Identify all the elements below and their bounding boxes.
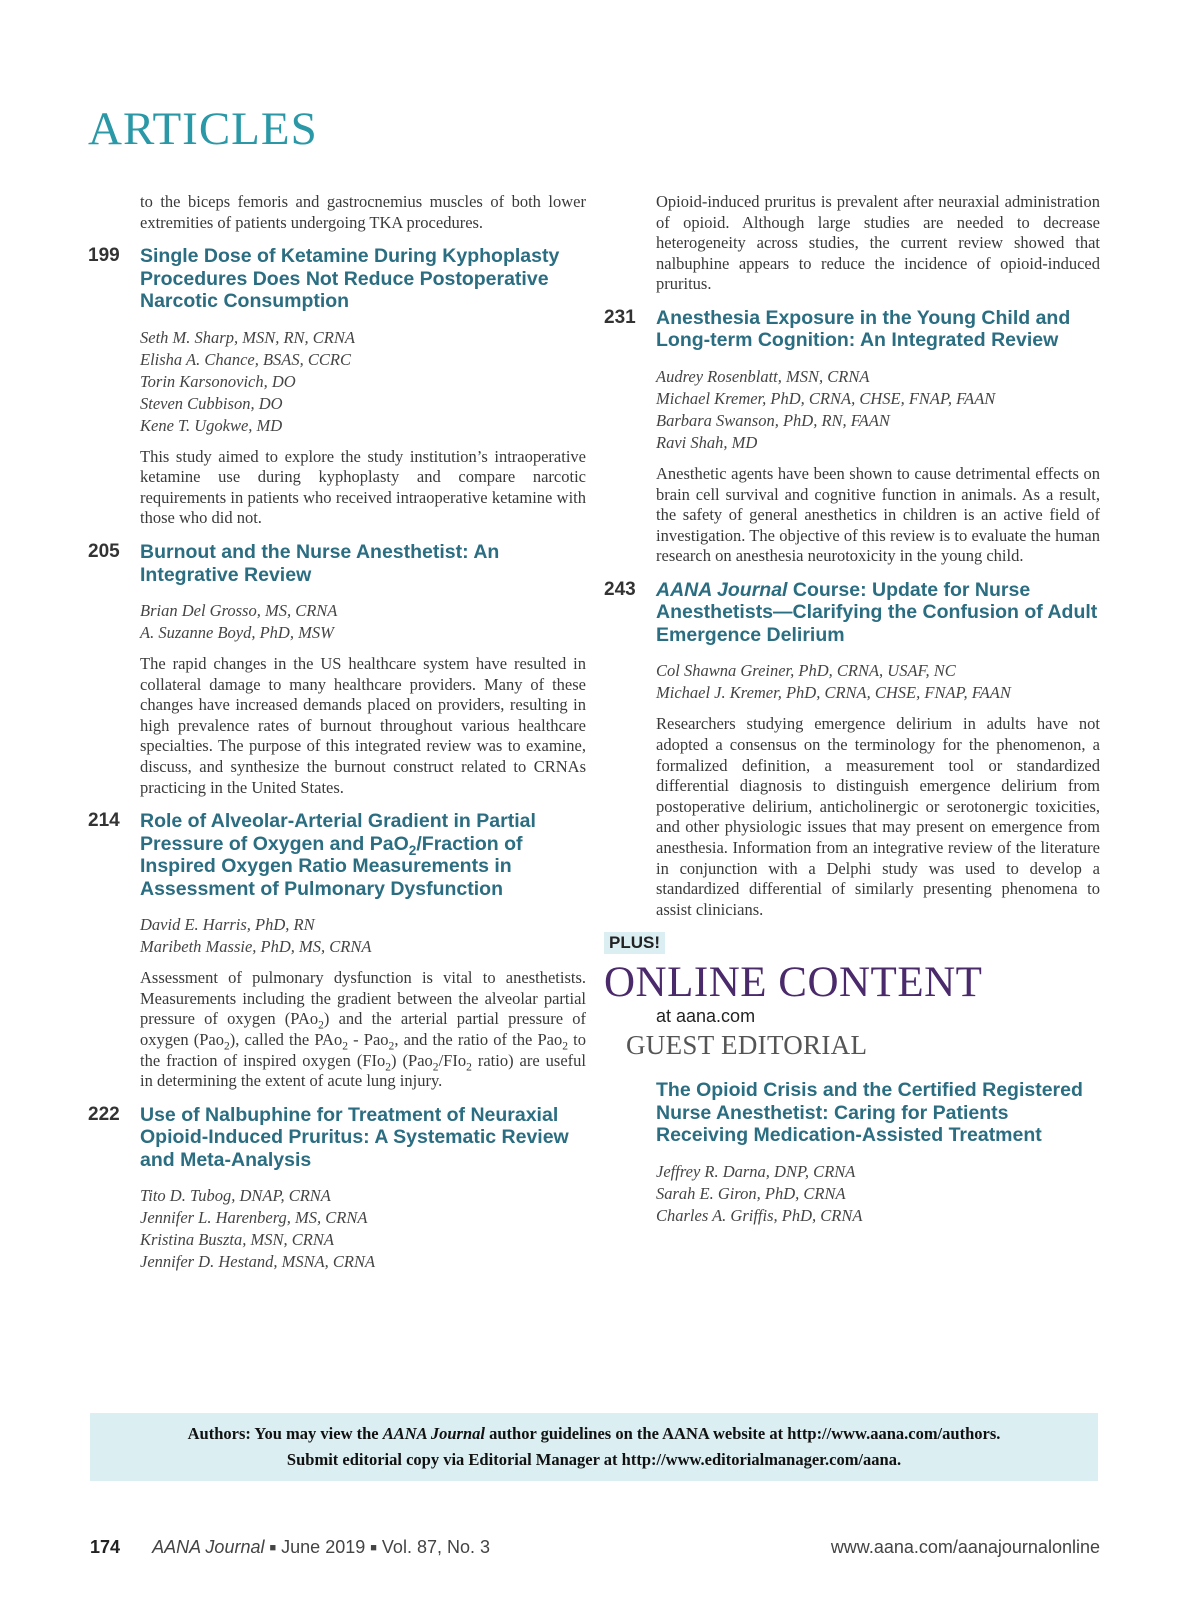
author-list — [604, 366, 1100, 454]
article-title[interactable] — [140, 810, 586, 900]
article-title[interactable]: The Opioid Crisis and the Certified Registered Nurse Anesthetist: Caring for Patients Receiving Medication-Assisted Treatment — [656, 1079, 1083, 1147]
author-list — [604, 660, 1100, 704]
title-part: /Fraction of Inspired Oxygen Ratio Measurements in Assessment of Pulmonary Dysfunction — [140, 832, 523, 900]
author: Seth M. Sharp, MSN, RN, CRNA — [140, 327, 355, 347]
journal-name: AANA Journal — [382, 1424, 485, 1443]
page-number: 174 — [90, 1537, 121, 1557]
article-214 — [88, 810, 586, 1092]
author: Jeffrey R. Darna, DNP, CRNA — [656, 1161, 856, 1181]
author: Torin Karsonovich, DO — [140, 371, 296, 391]
author: Sarah E. Giron, PhD, CRNA — [656, 1183, 846, 1203]
article-abstract: The rapid changes in the US healthcare system have resulted in collateral damage to many healthcare providers. Many of these changes have increased demands placed on providers, resulting in high prevalence rates of burnout throughout various healthcare specialties. The purpose of this integrated review was to examine, discuss, and synthesize the burnout construct related to CRNAs practicing in the United States. — [140, 654, 586, 797]
article-199 — [88, 245, 586, 529]
continued-abstract: Opioid-induced pruritus is prevalent after neuraxial administration of opioid. Although large studies are needed to decrease heterogeneity across studies, the current review showed that nalbuphine appears to reduce the incidence of opioid-induced pruritus. — [656, 192, 1100, 294]
subscript: 2 — [562, 1040, 568, 1053]
subscript: 2 — [385, 1060, 392, 1073]
section-title: ARTICLES — [88, 103, 318, 155]
author: Michael J. Kremer, PhD, CRNA, CHSE, FNAP, FAAN — [656, 683, 1011, 703]
author: Audrey Rosenblatt, MSN, CRNA — [656, 366, 870, 386]
title-part: Course: Update for Nurse Anesthetists—Clarifying the Confusion of Adult Emergence Delirium — [656, 578, 1098, 646]
author: Brian Del Grosso, MS, CRNA — [140, 601, 338, 621]
author-list — [88, 914, 586, 958]
article-title[interactable]: Anesthesia Exposure in the Young Child and Long-term Cognition: An Integrated Review — [656, 306, 1071, 352]
subscript: 2 — [223, 1040, 230, 1053]
text-part: ) and the arterial partial pressure of oxygen (Pao — [140, 1009, 586, 1049]
article-abstract: This study aimed to explore the study institution’s intraoperative ketamine use during kyphoplasty and compare narcotic requirements in patients who received intraoperative ketamine with those who did not. — [140, 446, 586, 528]
journal-website-link[interactable]: www.aana.com/aanajournalonline — [830, 1537, 1100, 1557]
author-list — [88, 1185, 586, 1273]
journal-name: AANA Journal — [656, 578, 788, 601]
text-part: to the fraction of inspired oxygen (FIo — [140, 1030, 586, 1070]
issue-date: June 2019 — [281, 1537, 366, 1557]
article-231 — [604, 307, 1100, 567]
author-guidelines-notice — [90, 1413, 1098, 1481]
online-content-url[interactable]: at aana.com — [656, 1006, 756, 1027]
text-part: ) (Pao — [391, 1050, 433, 1070]
guest-editorial-heading: GUEST EDITORIAL — [626, 1030, 868, 1061]
author-list — [88, 327, 586, 437]
plus-section — [604, 920, 1100, 1227]
author: Col Shawna Greiner, PhD, CRNA, USAF, NC — [656, 661, 956, 681]
author: Elisha A. Chance, BSAS, CCRC — [140, 349, 351, 369]
separator-icon: ■ — [269, 1542, 277, 1554]
notice-line-1 — [90, 1421, 1098, 1447]
guest-editorial-article — [604, 1079, 1100, 1227]
left-column — [88, 192, 586, 1273]
text-part: , and the ratio of the Pao — [394, 1030, 563, 1049]
subscript: 2 — [388, 1040, 395, 1053]
author: Charles A. Griffis, PhD, CRNA — [656, 1205, 863, 1225]
author: Jennifer L. Harenberg, MS, CRNA — [140, 1208, 368, 1228]
subscript: 2 — [318, 1019, 324, 1032]
page-footer — [90, 1537, 1100, 1561]
article-title[interactable]: Single Dose of Ketamine During Kyphoplasty Procedures Does Not Reduce Postoperative Narcotic Consumption — [140, 245, 560, 313]
author: Michael Kremer, PhD, CRNA, CHSE, FNAP, FAAN — [656, 388, 996, 408]
journal-name: AANA Journal — [152, 1537, 265, 1557]
article-title[interactable] — [656, 579, 1100, 647]
article-page-number: 214 — [88, 810, 120, 832]
article-abstract: Researchers studying emergence delirium in adults have not adopted a consensus on the terminology for the phenomenon, a formalized definition, a measurement tool or standardized differential diagnosis to distinguish emergence delirium from postoperative delirium, anticholinergic or serotonergic toxicities, and other physiologic issues that may present on emergence from anesthesia. Information from an integrative review of the literature in conjunction with a Delphi study was used to develop a standardized differential of similarly presenting phenomena to assist clinicians. — [656, 714, 1100, 919]
text-part: - Pao — [347, 1030, 389, 1049]
article-abstract: Anesthetic agents have been shown to cause detrimental effects on brain cell survival and cognitive function in animals. As a result, the safety of general anesthetics in children is an active field of investigation. The objective of this review is to evaluate the human research on anesthesia neurotoxicity in the young child. — [656, 463, 1100, 566]
author: Maribeth Massie, PhD, MS, CRNA — [140, 937, 372, 957]
subscript: 2 — [408, 842, 417, 858]
notice-line-2[interactable]: Submit editorial copy via Editorial Manager at http://www.editorialmanager.com/aana. — [286, 1450, 902, 1469]
article-243 — [604, 579, 1100, 920]
author: Jennifer D. Hestand, MSNA, CRNA — [140, 1252, 376, 1272]
author: Steven Cubbison, DO — [140, 393, 283, 413]
text-part: ratio) are useful in determining the extent of acute lung injury. — [140, 1050, 586, 1091]
continued-abstract: to the biceps femoris and gastrocnemius muscles of both lower extremities of patients undergoing TKA procedures. — [140, 192, 586, 232]
text-part: ), called the PAo — [229, 1030, 343, 1049]
article-222 — [88, 1104, 586, 1274]
article-title[interactable]: Use of Nalbuphine for Treatment of Neuraxial Opioid-Induced Pruritus: A Systematic Review and Meta-Analysis — [140, 1103, 569, 1171]
right-column — [604, 192, 1100, 1227]
article-page-number: 231 — [604, 306, 636, 328]
plus-label: PLUS! — [604, 932, 665, 954]
article-page-number: 205 — [88, 541, 120, 563]
text-part: Assessment of pulmonary dysfunction is vital to anesthetists. Measurements including the gradient between the alveolar partial pressure of oxygen (PAo — [140, 968, 586, 1029]
issue-volume: Vol. 87, No. 3 — [381, 1537, 490, 1557]
author-list — [88, 600, 586, 644]
notice-text[interactable]: author guidelines on the AANA website at http://www.aana.com/authors. — [485, 1424, 1001, 1443]
author: Ravi Shah, MD — [656, 432, 758, 452]
author: Tito D. Tubog, DNAP, CRNA — [140, 1186, 331, 1206]
text-part: /FIo — [438, 1050, 467, 1070]
author-list — [604, 1161, 1100, 1227]
subscript: 2 — [432, 1060, 439, 1073]
separator-icon: ■ — [370, 1542, 377, 1554]
author: Kene T. Ugokwe, MD — [140, 415, 283, 435]
article-title[interactable]: Burnout and the Nurse Anesthetist: An Integrative Review — [140, 541, 500, 586]
article-205 — [88, 541, 586, 798]
online-content-title: ONLINE CONTENT — [604, 959, 983, 1007]
article-page-number: 222 — [88, 1103, 120, 1125]
author: A. Suzanne Boyd, PhD, MSW — [140, 623, 334, 643]
subscript: 2 — [342, 1040, 348, 1053]
article-page-number: 199 — [88, 245, 120, 267]
author: Kristina Buszta, MSN, CRNA — [140, 1230, 334, 1250]
article-page-number: 243 — [604, 578, 636, 600]
author: David E. Harris, PhD, RN — [140, 915, 315, 935]
article-abstract — [88, 968, 586, 1092]
subscript: 2 — [466, 1060, 472, 1073]
title-part: Role of Alveolar-Arterial Gradient in Partial Pressure of Oxygen and PaO — [140, 810, 536, 855]
notice-text: Authors: You may view the — [187, 1424, 383, 1443]
author: Barbara Swanson, PhD, RN, FAAN — [656, 410, 890, 430]
